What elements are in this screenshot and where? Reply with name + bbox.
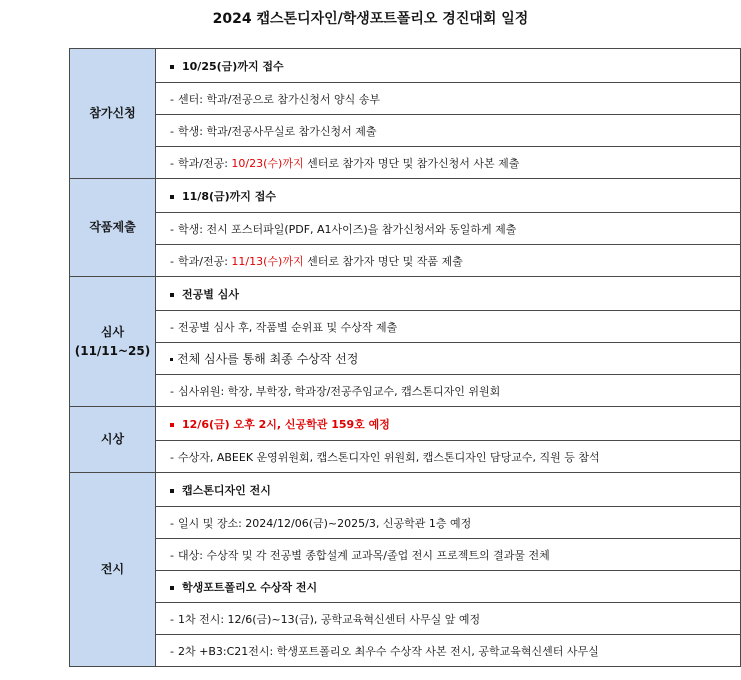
table-row <box>70 507 741 539</box>
category-cell: 전시 <box>70 473 156 667</box>
bullet-item: 학생포트폴리오 수상작 전시 <box>156 571 741 603</box>
square-bullet-icon <box>170 293 174 297</box>
bullet-item: 12/6(금) 오후 2시, 신공학관 159호 예정 <box>156 407 741 441</box>
square-bullet-icon <box>170 423 174 427</box>
detail-item: - 심사위원: 학장, 부학장, 학과장/전공주임교수, 캡스톤디자인 위원회 <box>156 375 741 407</box>
detail-item: - 학과/전공: 11/13(수)까지 센터로 참가자 명단 및 작품 제출 <box>156 245 741 277</box>
detail-item: - 학생: 학과/전공사무실로 참가신청서 제출 <box>156 115 741 147</box>
detail-item: - 전공별 심사 후, 작품별 순위표 및 수상작 제출 <box>156 311 741 343</box>
bullet-item: 전공별 심사 <box>156 277 741 311</box>
table-row <box>70 539 741 571</box>
table-row <box>70 213 741 245</box>
table-row <box>70 245 741 277</box>
detail-item: - 대상: 수상작 및 각 전공별 종합설계 교과목/졸업 전시 프로젝트의 결과물 전체 <box>156 539 741 571</box>
deadline-highlight: 11/13(수)까지 <box>231 254 304 268</box>
detail-item: - 2차 +B3:C21전시: 학생포트폴리오 최우수 수상작 사본 전시, 공학교육혁신센터 사무실 <box>156 635 741 667</box>
bullet-item: 캡스톤디자인 전시 <box>156 473 741 507</box>
category-cell: 참가신청 <box>70 49 156 179</box>
schedule-table <box>69 48 741 667</box>
table-row <box>70 571 741 603</box>
deadline-highlight: 10/23(수)까지 <box>231 156 304 170</box>
detail-item: - 학생: 전시 포스터파일(PDF, A1사이즈)을 참가신청서와 동일하게 제출 <box>156 213 741 245</box>
table-row <box>70 147 741 179</box>
category-cell: 시상 <box>70 407 156 473</box>
page-title: 2024 캡스톤디자인/학생포트폴리오 경진대회 일정 <box>212 11 529 27</box>
table-row <box>70 179 741 213</box>
detail-item: - 일시 및 장소: 2024/12/06(금)~2025/3, 신공학관 1층 예정 <box>156 507 741 539</box>
square-bullet-icon <box>170 195 174 199</box>
small-bullet-icon <box>170 358 173 361</box>
square-bullet-icon <box>170 489 174 493</box>
table-row <box>70 407 741 441</box>
table-row <box>70 311 741 343</box>
table-row <box>70 115 741 147</box>
table-row <box>70 277 741 311</box>
category-cell: 심사 (11/11~25) <box>70 277 156 407</box>
table-row <box>70 83 741 115</box>
detail-item: - 1차 전시: 12/6(금)~13(금), 공학교육혁신센터 사무실 앞 예정 <box>156 603 741 635</box>
detail-item: - 학과/전공: 10/23(수)까지 센터로 참가자 명단 및 참가신청서 사본 제출 <box>156 147 741 179</box>
category-cell: 작품제출 <box>70 179 156 277</box>
table-row <box>70 49 741 83</box>
detail-item: - 수상자, ABEEK 운영위원회, 캡스톤디자인 위원회, 캡스톤디자인 담당교수, 직원 등 참석 <box>156 441 741 473</box>
bullet-item: 10/25(금)까지 접수 <box>156 49 741 83</box>
table-row <box>70 375 741 407</box>
table-row <box>70 603 741 635</box>
detail-item: 전체 심사를 통해 최종 수상작 선정 <box>156 343 741 375</box>
table-row <box>70 343 741 375</box>
table-row <box>70 441 741 473</box>
table-row <box>70 635 741 667</box>
detail-item: - 센터: 학과/전공으로 참가신청서 양식 송부 <box>156 83 741 115</box>
square-bullet-icon <box>170 65 174 69</box>
bullet-item: 11/8(금)까지 접수 <box>156 179 741 213</box>
square-bullet-icon <box>170 586 174 590</box>
table-row <box>70 473 741 507</box>
